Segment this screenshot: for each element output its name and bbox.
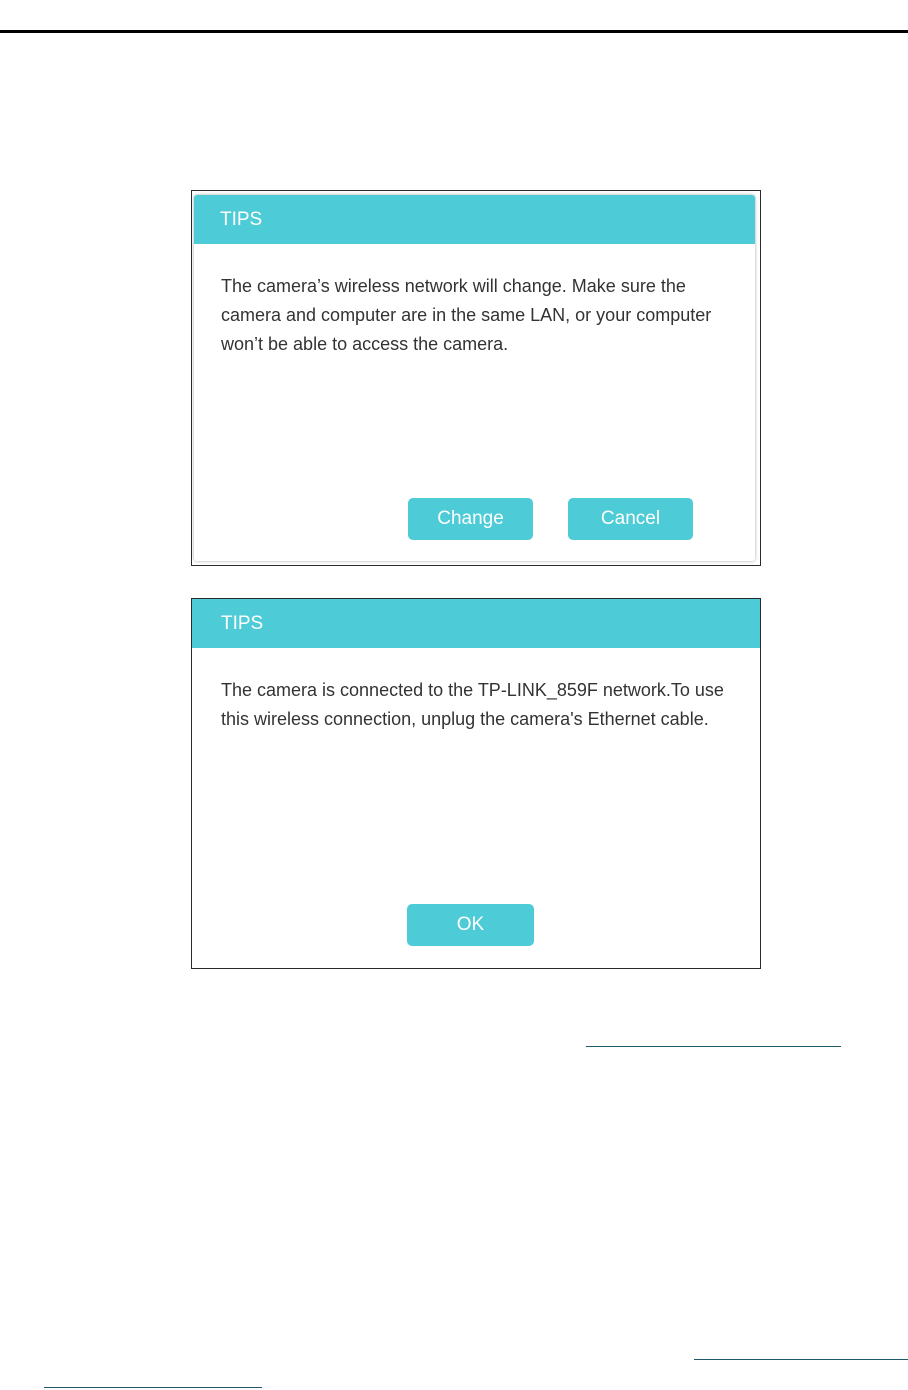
ok-button[interactable]: OK — [407, 904, 534, 946]
dialog-title: TIPS — [192, 599, 760, 648]
page-header-rule — [0, 30, 908, 33]
tips-dialog-connected — [192, 599, 760, 968]
change-button[interactable]: Change — [408, 498, 533, 540]
hyperlink-underline — [586, 1046, 841, 1047]
dialog-message: The camera is connected to the TP-LINK_859F network.To use this wireless connection, unplug the camera's Ethernet cable. — [221, 680, 724, 729]
dialog-title: TIPS — [194, 195, 755, 244]
screenshot-frame-change-network — [191, 190, 761, 566]
cancel-button[interactable]: Cancel — [568, 498, 693, 540]
hyperlink-underline — [44, 1387, 262, 1388]
hyperlink-underline — [694, 1359, 908, 1360]
dialog-message: The camera’s wireless network will change. Make sure the camera and computer are in the same LAN, or your computer won’t be able to access the camera. — [221, 276, 712, 354]
tips-dialog-change-network — [194, 195, 755, 561]
screenshot-frame-connected — [191, 598, 761, 969]
